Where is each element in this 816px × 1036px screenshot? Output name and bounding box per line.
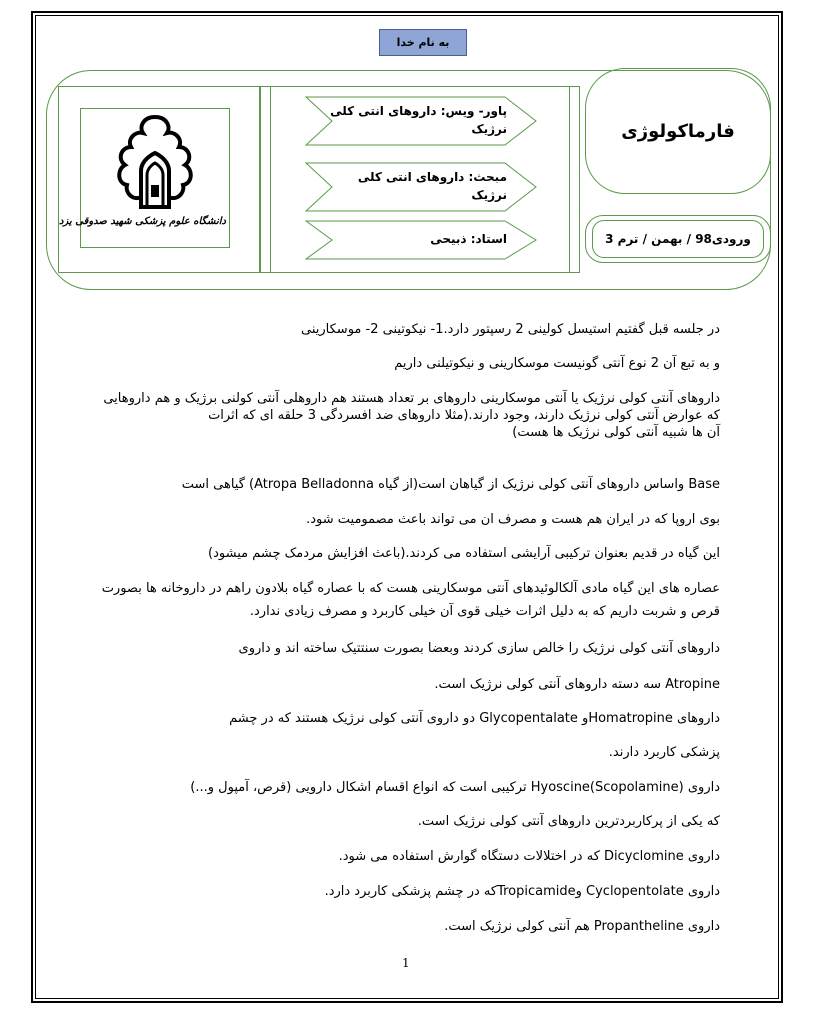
power-vs-label: پاور- ویس: داروهای انتی کلی نرژیک [330, 104, 507, 136]
entry-box [585, 215, 771, 263]
paragraph: قرص و شربت داریم که به دلیل اثرات خیلی قوی آن خیلی کاربرد و مصرف زیادی ندارد. [249, 604, 720, 619]
bismillah-box: به نام خدا [379, 29, 467, 56]
paragraph: داروهای آنتی کولی نرژیک یا آنتی موسکارینی داروهای بر تعداد هستند هم داروهلی آنتی کولنی برژیک و هم داروهایی [103, 391, 720, 406]
paragraph: داروهای آنتی کولی نرژیک را خالص سازی کردند وبعضا بصورت سنتتیک ساخته اند و داروی [238, 641, 720, 656]
paragraph: که عوارض آنتی کولی نرژیک دارند، وجود دارند.(مثلا داروهای ضد افسردگی 3 حلقه ای که اثرات [208, 408, 720, 423]
teacher-arrow [305, 220, 537, 260]
power-vs-arrow [305, 96, 537, 146]
teacher-label: استاد: ذبیحی [430, 232, 507, 246]
page-number: 1 [402, 956, 410, 970]
topic-arrow [305, 162, 537, 212]
paragraph: و به تبع آن 2 نوع آنتی گونیست موسکارینی و نیکوتیلنی داریم [394, 356, 720, 371]
paragraph: Atropine سه دسته داروهای آنتی کولی نرژیک است. [434, 677, 720, 692]
paragraph: در جلسه قبل گفتیم استیسل کولینی 2 رسپتور دارد.1- نیکوتینی 2- موسکارینی [301, 322, 720, 337]
topic-label: مبحث: داروهای انتی کلی نرژیک [357, 170, 507, 202]
paragraph: آن ها شبیه آنتی کولی نرژیک ها هست) [512, 425, 720, 440]
paragraph: عصاره های این گیاه مادی آلکالوئیدهای آنتی موسکارینی هست که با عصاره گیاه بلادون راهم در داروخانه ها بصورت [101, 581, 720, 596]
paragraph: داروهای Homatropineو Glycopentalate دو داروی آنتی کولی نرژیک هستند که در چشم [229, 711, 720, 726]
university-logo-text: دانشگاه علوم پزشکی شهید صدوقی یزد [58, 216, 226, 227]
paragraph: پزشکی کاربرد دارند. [608, 745, 720, 760]
paragraph: داروی Dicyclomine که در اختلالات دستگاه گوارش استفاده می شود. [338, 849, 720, 864]
paragraph: داروی Cyclopentolate وTropicamideکه در چشم پزشکی کاربرد دارد. [324, 884, 720, 899]
entry-label: ورودی98 / بهمن / ترم 3 [592, 220, 764, 258]
paragraph: که یکی از پرکاربردترین داروهای آنتی کولی نرژیک است. [417, 814, 720, 829]
paragraph: داروی (Hyoscine(Scopolamine ترکیبی است که انواع اقسام اشکال دارویی (قرص، آمپول و...) [190, 780, 720, 795]
paragraph: بوی اروپا که در ایران هم هست و مصرف ان می تواند باعث مصمومیت شود. [306, 512, 720, 527]
paragraph: Base واساس داروهای آنتی کولی نرژیک از گیاهان است(از گیاه Atropa Belladonna) گیاهی است [181, 477, 720, 492]
university-logo [58, 108, 230, 248]
paragraph: داروی Propantheline هم آنتی کولی نرژیک است. [444, 919, 720, 934]
subject-box: فارماکولوژی [585, 68, 771, 194]
paragraph: این گیاه در قدیم بعنوان ترکیبی آرایشی استفاده می کردند.(باعث افزایش مردمک چشم میشود) [208, 546, 720, 561]
